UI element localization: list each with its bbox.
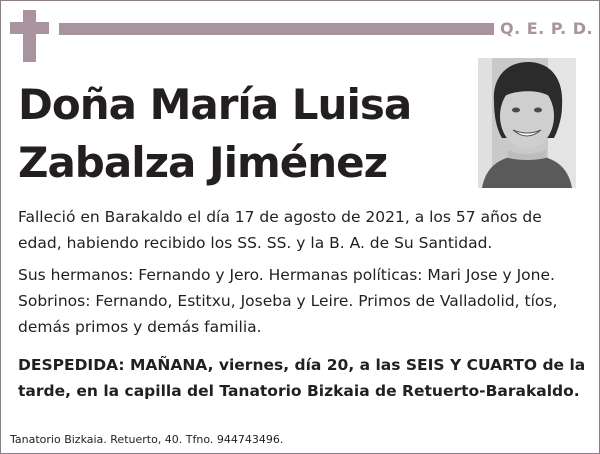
cross-icon-bar bbox=[10, 22, 49, 34]
cross-icon bbox=[23, 10, 36, 62]
footer-contact: Tanatorio Bizkaia. Retuerto, 40. Tfno. 944743496. bbox=[10, 433, 284, 446]
family-paragraph: Sus hermanos: Fernando y Jero. Hermanas políticas: Mari Jose y Jone. Sobrinos: Fernando, Estitxu, Joseba y Leire. Primos de Valladolid, tíos, demás primos y demás familia. bbox=[18, 266, 558, 336]
deceased-name-line1: Doña María Luisa bbox=[18, 80, 412, 129]
farewell-details: viernes, día 20, a las SEIS Y CUARTO de la tarde, en la capilla del Tanatorio Bizkaia de Retuerto-Barakaldo. bbox=[18, 356, 586, 400]
portrait-photo bbox=[478, 58, 576, 188]
qepd-label: Q. E. P. D. bbox=[500, 19, 594, 38]
death-notice-paragraph: Falleció en Barakaldo el día 17 de agosto de 2021, a los 57 años de edad, habiendo recibido los SS. SS. y la B. A. de Su Santidad. bbox=[18, 208, 542, 252]
header-rule bbox=[59, 23, 494, 35]
farewell-paragraph bbox=[18, 352, 588, 404]
deceased-name-line2: Zabalza Jiménez bbox=[18, 138, 388, 187]
farewell-lead: DESPEDIDA: MAÑANA, bbox=[18, 356, 214, 374]
